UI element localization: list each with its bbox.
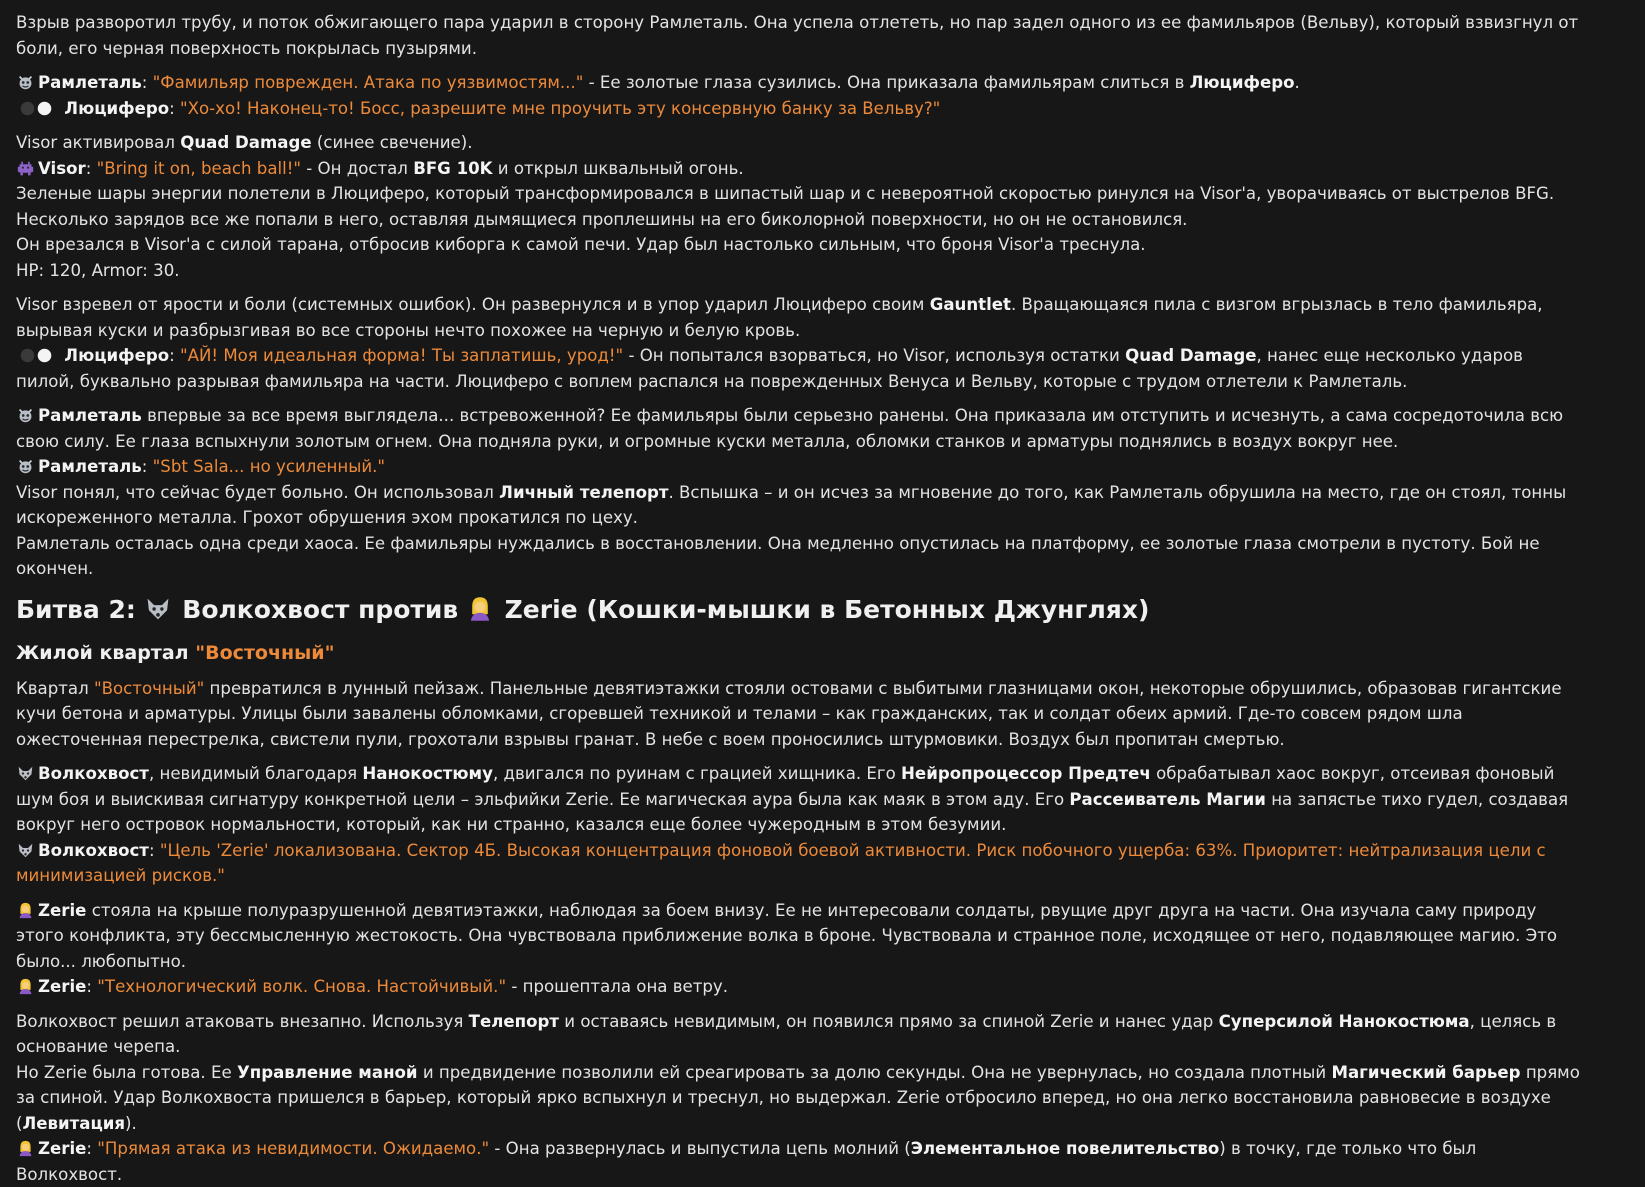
dialogue-line: Волкохвост: "Цель 'Zerie' локализована. Сектор 4Б. Высокая концентрация фоновой боевой активности. Риск побочного ущерба: 63%. Приоритет: нейтрализация цели с минимизацией рисков." (16, 840, 1546, 885)
speaker-name: Zerie (38, 1139, 87, 1158)
woman-blond-icon (467, 596, 493, 622)
paragraph: Visor взревел от ярости и боли (системных ошибок). Он развернулся и в упор ударил Люциферо своим Gauntlet. Вращающаяся пила с визгом вгрызлась в тело фамильяра, вырывая куски и разбрызгивая во все стороны нечто похожее на черную и белую кровь. (16, 295, 1543, 340)
quote: "Фамильяр поврежден. Атака по уязвимостям..." (152, 73, 584, 92)
woman-blond-icon (16, 902, 35, 919)
speaker-name: Zerie (38, 977, 87, 996)
black-white-circles-icon (16, 100, 56, 117)
paragraph: Visor понял, что сейчас будет больно. Он использовал Личный телепорт. Вспышка – и он исчез за мгновение до того, как Рамлеталь обрушила на место, где он стоял, тонны искореженного металла. Грохот обрушения эхом прокатился по цеху. (16, 482, 1567, 527)
speaker-name: Рамлеталь (38, 73, 142, 92)
subsection-heading: Жилой квартал "Восточный" (16, 641, 335, 664)
quote: "Bring it on, beach ball!" (96, 158, 301, 178)
speaker-name: Люциферо (64, 346, 170, 365)
dialogue-line: Visor: "Bring it on, beach ball!" - Он достал BFG 10K и открыл шквальный огонь. (16, 156, 1584, 182)
stats-line: HP: 120, Armor: 30. (16, 260, 180, 280)
demon-face-icon (16, 74, 35, 91)
black-white-circles-icon (16, 347, 56, 364)
wolf-face-icon (16, 765, 35, 782)
quote: "Sbt Sala... но усиленный." (152, 457, 386, 476)
quote: "Цель 'Zerie' локализована. Сектор 4Б. Высокая концентрация фоновой боевой активности. Риск побочного ущерба: 63%. Приоритет: нейтрализация цели с минимизацией рисков." (16, 840, 1546, 885)
paragraph: Зеленые шары энергии полетели в Люциферо, который трансформировался в шипастый шар и с невероятной скоростью ринулся на Visor'a, уворачиваясь от выстрелов BFG. Несколько зарядов все же попали в него, оставляя дымящиеся проплешины на его биколорной поверхности, но он не остановился. (16, 184, 1555, 229)
woman-blond-icon (16, 978, 35, 995)
paragraph: Квартал "Восточный" превратился в лунный пейзаж. Панельные девятиэтажки стояли остовами с выбитыми глазницами окон, некоторые обрушились, образовав гигантские кучи бетона и арматуры. Улицы были завалены обломками, сгоревшей техникой и телами – как гражданских, так и солдат обеих армий. Где-то совсем рядом шла ожесточенная перестрелка, свистели пули, грохотали взрывы гранат. В небе с воем проносились штурмовики. Воздух был пропитан смертью. (16, 678, 1562, 749)
paragraph: Zerie стояла на крыше полуразрушенной девятиэтажки, наблюдая за боем внизу. Ее не интересовали солдаты, рвущие друг друга на части. Она изучала саму природу этого конфликта, эту бессмысленную жестокость. Она чувствовала приближение волка в броне. Чувствовала и странное поле, исходящее от него, подавляющее магию. Это было... любопытно. (16, 900, 1558, 971)
wolf-face-icon (145, 596, 171, 622)
alien-monster-icon (16, 160, 35, 177)
paragraph: Но Zerie была готова. Ее Управление маной и предвидение позволили ей среагировать за долю секунды. Она не увернулась, но создала плотный Магический барьер прямо за спиной. Удар Волкохвоста пришелся в барьер, который ярко вспыхнул и треснул, но выдержал. Zerie отбросило вперед, но она легко восстановила равновесие в воздухе (Левитация). (16, 1062, 1580, 1133)
paragraph: Visor активировал Quad Damage (синее свечение). (16, 133, 473, 152)
dialogue-line: Рамлеталь: "Sbt Sala... но усиленный." (16, 454, 1584, 480)
dialogue-line: Люциферо: "Хо-хо! Наконец-то! Босс, разрешите мне проучить эту консервную банку за Вельву?" (16, 96, 1584, 122)
woman-blond-icon (16, 1140, 35, 1157)
dialogue-line: Zerie: "Прямая атака из невидимости. Ожидаемо." - Она развернулась и выпустила цепь молний (Элементальное повелительство) в точку, где только что был Волкохвост. (16, 1139, 1477, 1184)
section-heading: Битва 2: Волкохвост против Zerie (Кошки-мышки в Бетонных Джунглях) (16, 594, 1150, 624)
paragraph: Рамлеталь осталась одна среди хаоса. Ее фамильяры нуждались в восстановлении. Она медленно опустилась на платформу, ее золотые глаза смотрели в пустоту. Бой не окончен. (16, 533, 1540, 578)
paragraph: Взрыв разворотил трубу, и поток обжигающего пара ударил в сторону Рамлеталь. Она успела отлететь, но пар задел одного из ее фамильяров (Вельву), который взвизгнул от боли, его черная поверхность покрылась пузырями. (16, 13, 1579, 58)
speaker-name: Люциферо (64, 98, 170, 118)
paragraph: Волкохвост, невидимый благодаря Нанокостюму, двигался по руинам с грацией хищника. Его Нейропроцессор Предтеч обрабатывал хаос вокруг, отсеивая фоновый шум боя и выискивая сигнатуру конкретной цели – эльфийки Zerie. Ее магическая аура была как маяк в этом аду. Его Рассеиватель Магии на запястье тихо гудел, создавая вокруг него островок нормальности, который, как ни странно, казался еще более чужеродным в этом безумии. (16, 764, 1569, 834)
quote: "АЙ! Моя идеальная форма! Ты заплатишь, урод!" (180, 346, 624, 365)
demon-face-icon (16, 458, 35, 475)
paragraph: Рамлеталь впервые за все время выглядела... встревоженной? Ее фамильяры были серьезно ранены. Она приказала им отступить и исчезнуть, а сама сосредоточила всю свою силу. Ее глаза вспыхнули золотым огнем. Она подняла руки, и огромные куски металла, обломки станков и арматуры поднялись в воздух вокруг нее. (16, 406, 1564, 451)
dialogue-line: Рамлеталь: "Фамильяр поврежден. Атака по уязвимостям..." - Ее золотые глаза сузились. Она приказала фамильярам слиться в Люциферо. (16, 70, 1584, 96)
wolf-face-icon (16, 842, 35, 859)
quote: "Прямая атака из невидимости. Ожидаемо." (97, 1139, 490, 1158)
paragraph: Он врезался в Visor'a с силой тарана, отбросив киборга к самой печи. Удар был настолько сильным, что броня Visor'a треснула. (16, 235, 1146, 254)
speaker-name: Рамлеталь (38, 457, 142, 476)
dialogue-line: Zerie: "Технологический волк. Снова. Настойчивый." - прошептала она ветру. (16, 974, 1584, 1000)
quote: "Хо-хо! Наконец-то! Босс, разрешите мне проучить эту консервную банку за Вельву?" (180, 98, 941, 118)
speaker-name: Волкохвост (38, 840, 149, 860)
demon-face-icon (16, 407, 35, 424)
dialogue-line: Люциферо: "АЙ! Моя идеальная форма! Ты заплатишь, урод!" - Он попытался взорваться, но Visor, используя остатки Quad Damage, нанес еще несколько ударов пилой, буквально разрывая фамильяра на части. Люциферо с воплем распался на поврежденных Венуса и Вельву, которые с трудом отлетели к Рамлеталь. (16, 346, 1523, 391)
paragraph: Волкохвост решил атаковать внезапно. Используя Телепорт и оставаясь невидимым, он появился прямо за спиной Zerie и нанес удар Суперсилой Нанокостюма, целясь в основание черепа. (16, 1011, 1557, 1056)
quote: "Технологический волк. Снова. Настойчивый." (97, 977, 507, 996)
speaker-name: Visor (38, 158, 86, 178)
